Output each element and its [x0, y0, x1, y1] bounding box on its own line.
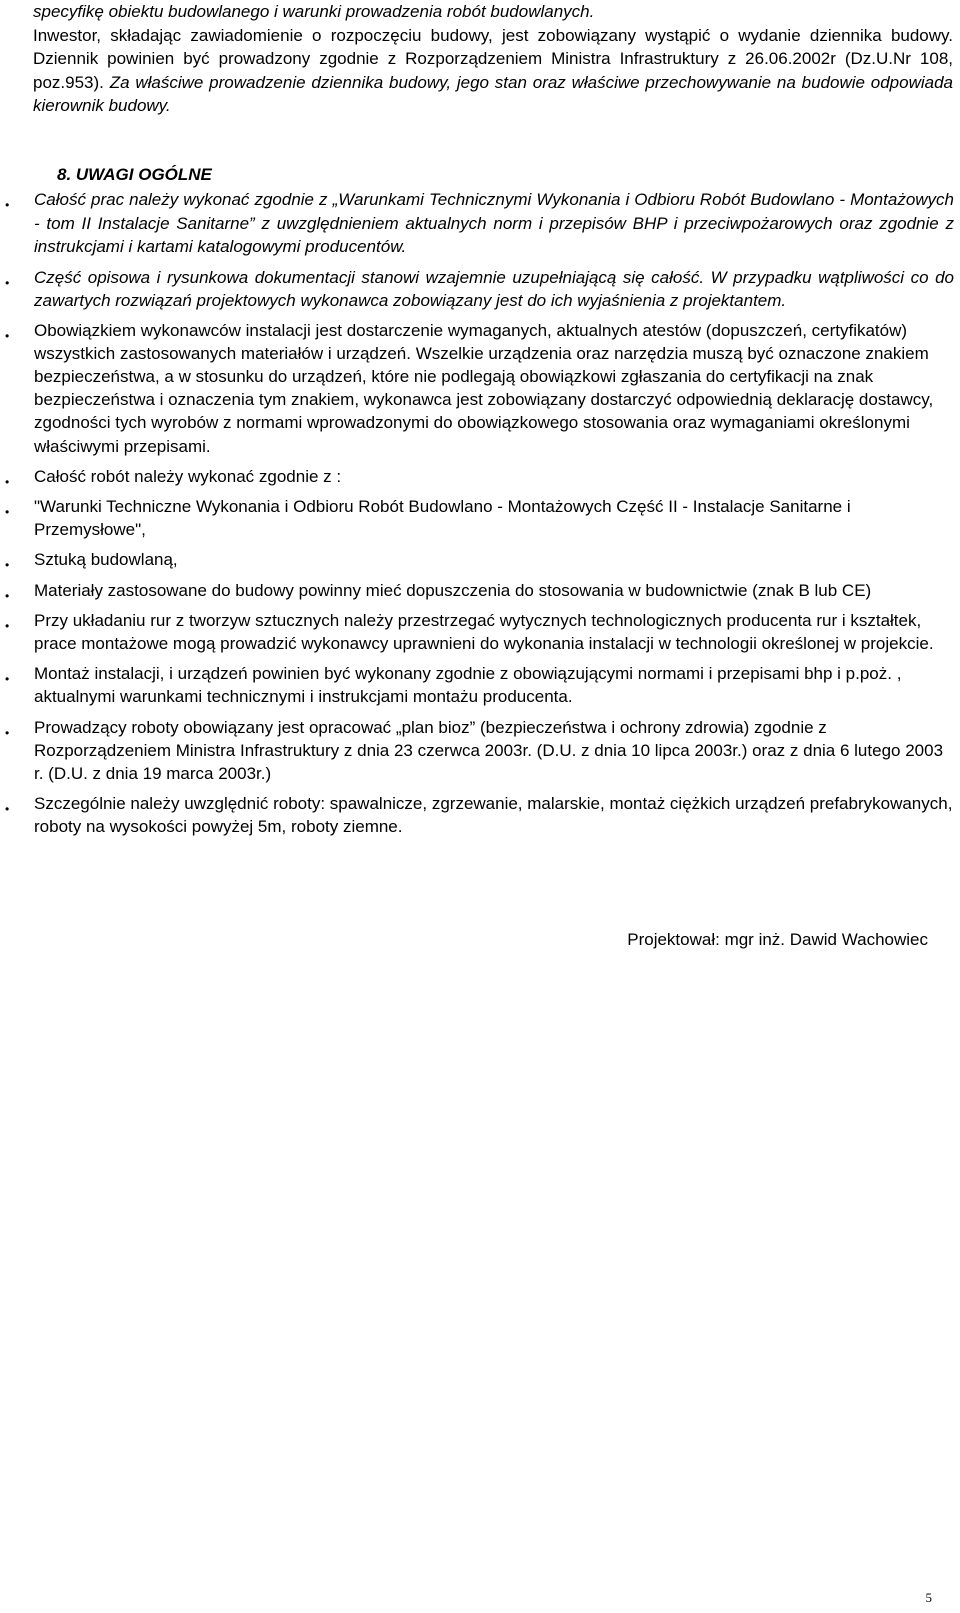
- intro-line-1: specyfikę obiektu budowlanego i warunki prowadzenia robót budowlanych.: [33, 2, 595, 21]
- intro-line-2: Inwestor, składając zawiadomienie o rozpoczęciu budowy, jest zobowiązany wystąpić o wydanie dziennika budowy. Dziennik powinien być prowadzony zgodnie z Rozporządzeniem Ministra Infrastruktury z 26.06.2002r (Dz.U.Nr 108, poz.953).: [33, 25, 953, 92]
- bullet-icon: •: [5, 504, 10, 519]
- list-item: [0, 579, 954, 602]
- bullet-icon: •: [5, 275, 10, 290]
- list-item-text: "Warunki Techniczne Wykonania i Odbioru Robót Budowlano - Montażowych Część II - Instalacje Sanitarne i Przemysłowe",: [34, 496, 851, 540]
- list-item-text: Całość robót należy wykonać zgodnie z :: [34, 466, 342, 486]
- list-item: [0, 266, 954, 313]
- bullet-icon: •: [5, 672, 10, 687]
- author-signature: Projektował: mgr inż. Dawid Wachowiec: [627, 930, 928, 949]
- page-number: 5: [925, 1590, 932, 1605]
- list-item: [0, 662, 954, 708]
- remarks-list: [0, 188, 960, 846]
- bullet-icon: •: [5, 588, 10, 603]
- list-item-text: Sztuką budowlaną,: [34, 550, 178, 570]
- list-item-text: Przy układaniu rur z tworzyw sztucznych należy przestrzegać wytycznych technologicznych producenta rur i kształtek, prace montażowe mogą prowadzić wykonawcy uprawnieni do wykonania instalacji w technologii określonej w projekcie.: [34, 610, 934, 653]
- list-item: [0, 716, 954, 786]
- intro-sentence-2: [33, 24, 953, 118]
- intro-line-3: Za właściwe prowadzenie dziennika budowy, jego stan oraz właściwe przechowywanie na budowie odpowiada kierownik budowy.: [33, 72, 953, 115]
- list-item: [0, 319, 954, 458]
- bullet-icon: •: [5, 328, 10, 343]
- list-item-text: Całość prac należy wykonać zgodnie z „Warunkami Technicznymi Wykonania i Odbioru Robót Budowlano - Montażowych - tom II Instalacje Sanitarne” z uwzględnieniem aktualnych norm i przepisów BHP i przeciwpożarowych oraz zgodnie z instrukcjami i kartami katalogowymi producentów.: [34, 190, 954, 256]
- list-item-text: Część opisowa i rysunkowa dokumentacji stanowi wzajemnie uzupełniającą się całość. W przypadku wątpliwości co do zawartych rozwiązań projektowych wykonawca zobowiązany jest do ich wyjaśnienia z projektantem.: [34, 267, 954, 310]
- list-item-text: Prowadzący roboty obowiązany jest opracować „plan bioz” (bezpieczeństwa i ochrony zdrowia) zgodnie z Rozporządzeniem Ministra Infrastruktury z dnia 23 czerwca 2003r. (D.U. z dnia 10 lipca 2003r.) oraz z dnia 6 lutego 2003 r. (D.U. z dnia 19 marca 2003r.): [34, 717, 944, 783]
- bullet-icon: •: [5, 802, 10, 817]
- list-item-text: Materiały zastosowane do budowy powinny mieć dopuszczenia do stosowania w budownictwie (znak B lub CE): [34, 580, 872, 600]
- bullet-icon: •: [5, 618, 10, 633]
- bullet-icon: •: [5, 474, 10, 489]
- bullet-icon: •: [5, 725, 10, 740]
- list-item-text: Montaż instalacji, i urządzeń powinien być wykonany zgodnie z obowiązującymi normami i przepisami bhp i p.poż. , aktualnymi warunkami technicznymi i instrukcjami montażu producenta.: [34, 664, 902, 707]
- section-heading: 8. UWAGI OGÓLNE: [57, 165, 212, 184]
- list-item-text: Obowiązkiem wykonawców instalacji jest dostarczenie wymaganych, aktualnych atestów (dopuszczeń, certyfikatów) wszystkich zastosowanych materiałów i urządzeń. Wszelkie urządzenia oraz narzędzia muszą być oznaczone znakiem bezpieczeństwa, a w stosunku do urządzeń, które nie podlegają obowiązkowi zgłaszania do certyfikacji na znak bezpieczeństwa i oznaczenia tym znakiem, wykonawca jest zobowiązany dostarczyć odpowiednią deklarację dostawcy, zgodności tych wyrobów z normami wprowadzonymi do obowiązkowego stosowania oraz wymaganiami określonymi właściwymi przepisami.: [34, 320, 934, 456]
- list-item: [0, 495, 954, 541]
- list-item: [0, 792, 954, 838]
- intro-paragraph: [33, 0, 953, 118]
- bullet-icon: •: [5, 558, 10, 573]
- list-item-text: Szczególnie należy uwzględnić roboty: spawalnicze, zgrzewanie, malarskie, montaż ciężkich urządzeń prefabrykowanych, roboty na wysokości powyżej 5m, roboty ziemne.: [34, 794, 953, 837]
- list-item: [0, 609, 954, 655]
- list-item: [0, 188, 954, 259]
- bullet-icon: •: [5, 198, 10, 212]
- list-item: [0, 548, 954, 571]
- list-item: [0, 465, 954, 488]
